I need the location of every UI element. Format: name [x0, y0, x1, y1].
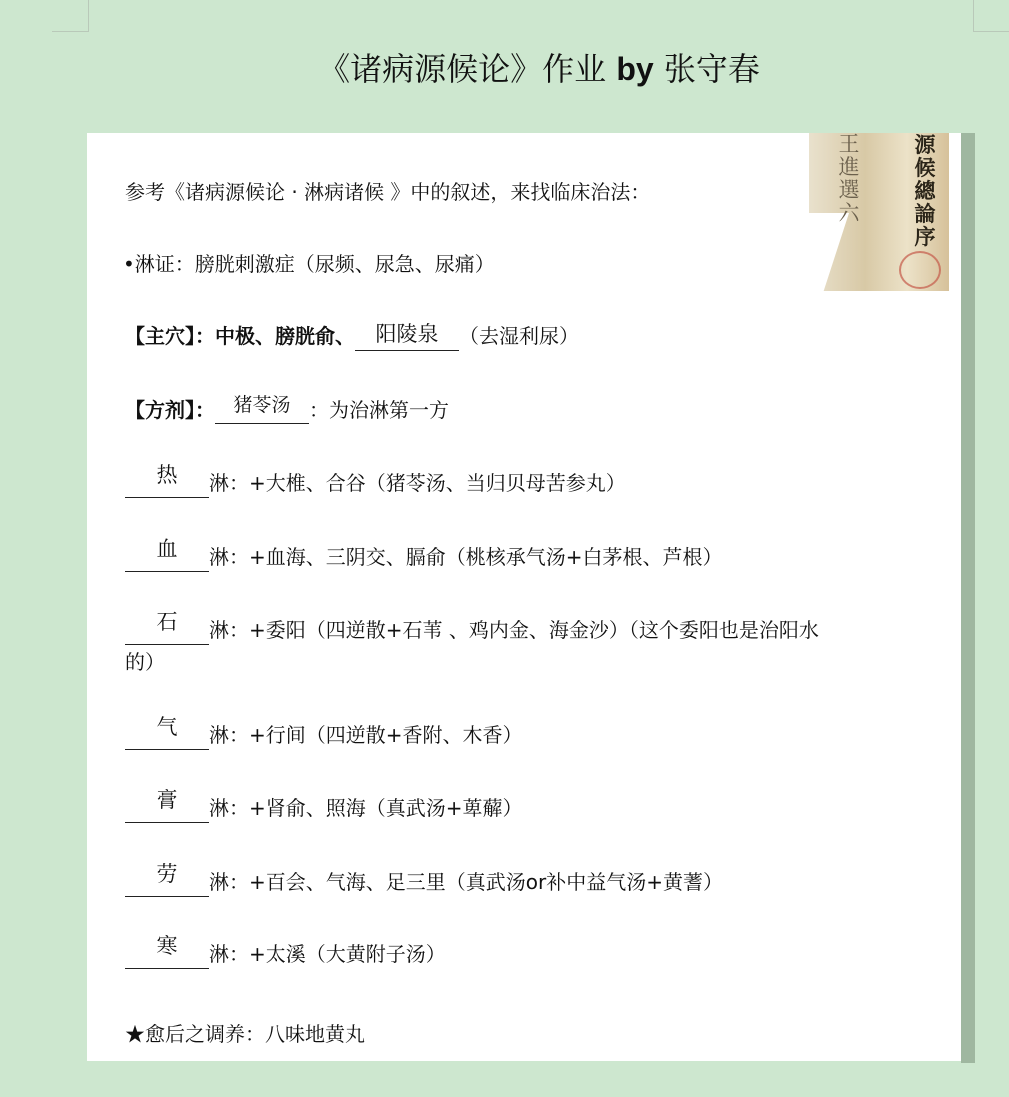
- lin-item-re: [125, 463, 626, 498]
- page-corner-mark: [88, 0, 89, 32]
- xue-text: 淋：+血海、三阴交、膈俞（桃核承气汤+白茅根、芦根）: [209, 545, 723, 569]
- xue-blank: 血: [125, 541, 209, 572]
- han-blank: 寒: [125, 938, 209, 969]
- title-by: by: [616, 51, 654, 87]
- lin-item-xue: [125, 537, 723, 572]
- shi-text: 淋：+委阳（四逆散+石苇 、鸡内金、海金沙）（这个委阳也是治阳水: [209, 618, 819, 642]
- fangji-prefix: 【方剂】：: [125, 398, 215, 422]
- linzheng-line: •淋证：膀胱刺激症（尿频、尿急、尿痛）: [123, 252, 495, 276]
- lao-text: 淋：+百会、气海、足三里（真武汤or补中益气汤+黄蓍）: [209, 870, 723, 894]
- han-text: 淋：+太溪（大黄附子汤）: [209, 942, 446, 966]
- title-main: 《诸病源候论》作业: [318, 50, 607, 88]
- qi-blank: 气: [125, 719, 209, 750]
- panel-shadow: [961, 133, 975, 1063]
- page-title: [0, 44, 1009, 90]
- re-text: 淋：+大椎、合谷（猪苓汤、当归贝母苦参丸）: [209, 471, 626, 495]
- scroll-column: 王 進 選 六: [838, 133, 860, 225]
- zhuxue-blank: 阳陵泉: [355, 320, 459, 351]
- lin-item-han: [125, 934, 446, 969]
- lin-item-shi: [125, 610, 819, 645]
- aftercare-line: ★愈后之调养：八味地黄丸: [125, 1022, 365, 1046]
- fangji-line: [125, 394, 449, 424]
- lin-item-gao: [125, 788, 523, 823]
- re-blank: 热: [125, 467, 209, 498]
- zhuxue-suffix: （去湿利尿）: [459, 324, 579, 348]
- qi-text: 淋：+行间（四逆散+香附、木香）: [209, 723, 523, 747]
- shi-continuation: 的）: [125, 650, 165, 674]
- title-author: 张守春: [663, 50, 760, 88]
- zhuxue-line: [125, 320, 579, 351]
- zhuxue-prefix: 【主穴】：中极、膀胱俞、: [125, 324, 355, 348]
- lin-item-qi: [125, 715, 523, 750]
- page-corner-mark: [52, 31, 89, 32]
- shi-blank: 石: [125, 614, 209, 645]
- red-seal: [899, 251, 941, 289]
- scroll-column: 源 候 總 論 序: [914, 133, 936, 249]
- ancient-scroll-image: [809, 133, 949, 291]
- fangji-blank: 猪苓汤: [215, 396, 309, 424]
- page-corner-mark: [973, 0, 974, 32]
- lin-item-lao: [125, 862, 723, 897]
- fangji-suffix: ：为治淋第一方: [309, 398, 449, 422]
- gao-text: 淋：+肾俞、照海（真武汤+萆薢）: [209, 796, 523, 820]
- page-corner-mark: [973, 31, 1009, 32]
- gao-blank: 膏: [125, 792, 209, 823]
- intro-line: 参考《诸病源候论 · 淋病诸候 》中的叙述，来找临床治法：: [125, 180, 651, 204]
- lao-blank: 劳: [125, 866, 209, 897]
